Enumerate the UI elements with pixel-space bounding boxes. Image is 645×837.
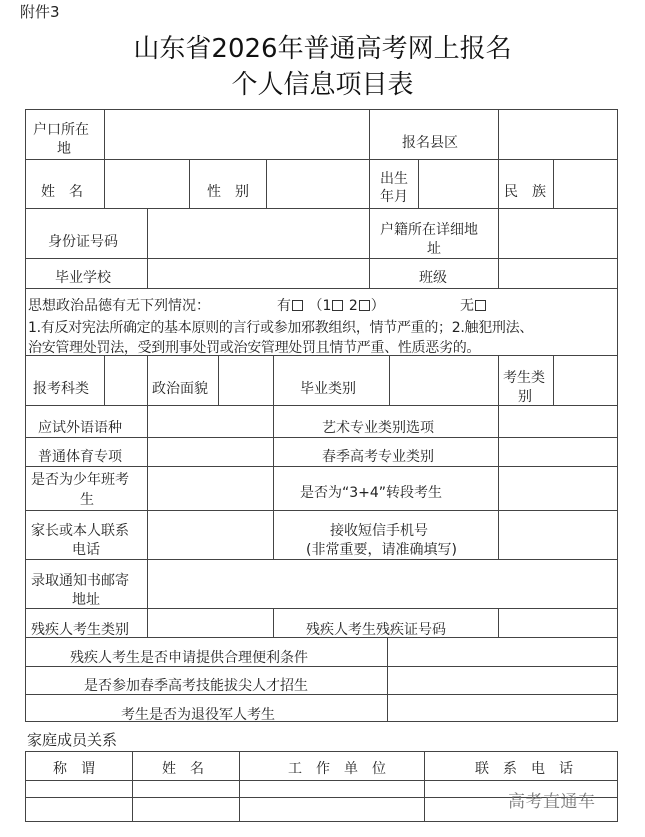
sms-phone-note: (非常重要，请准确填写) [306,542,457,558]
family-row1-employer-input[interactable] [240,781,424,797]
class-label: 班级 [419,270,447,286]
name-label: 姓 名 [41,184,83,200]
household-label-line2: 址 [427,241,441,257]
skill-talent-label: 是否参加春季高考技能拔尖人才招生 [84,678,308,694]
hukou-input[interactable] [105,110,369,159]
name-input[interactable] [105,160,189,208]
examinee-type-label-line1: 考生类 [503,370,545,386]
disabled-accommodation-input[interactable] [388,638,617,666]
county-label: 报名县区 [402,135,458,151]
checkbox-item-1[interactable] [332,300,343,311]
political-input[interactable] [219,356,273,405]
class-input[interactable] [499,259,617,288]
examinee-type-input[interactable] [554,356,617,405]
ethnicity-label: 民 族 [504,184,546,200]
ideology-yes-label: 有 [277,298,291,314]
gender-label: 性 别 [207,184,249,200]
spring-major-label: 春季高考专业类别 [322,449,434,465]
juvenile-class-label-line2: 生 [80,492,94,508]
id-number-label: 身份证号码 [48,234,118,250]
checkbox-no[interactable] [475,300,486,311]
veteran-input[interactable] [388,695,617,721]
veteran-label: 考生是否为退役军人考生 [121,707,275,723]
household-label-line1: 户籍所在详细地 [380,222,478,238]
exam-subject-label: 报考科类 [33,381,89,397]
political-label: 政治面貌 [152,381,208,397]
county-input[interactable] [499,110,617,159]
pe-special-label: 普通体育专项 [38,449,122,465]
id-number-input[interactable] [148,209,369,258]
checkbox-item-2[interactable] [359,300,370,311]
art-major-input[interactable] [499,406,617,437]
juvenile-class-label-line1: 是否为少年班考 [31,472,129,488]
checkbox-yes[interactable] [292,300,303,311]
family-col-phone: 联 系 电 话 [475,761,573,777]
transfer-label: 是否为“3+4”转段考生 [300,485,443,501]
skill-talent-input[interactable] [388,667,617,694]
sms-phone-input[interactable] [499,511,617,559]
parent-phone-input[interactable] [148,511,273,559]
grad-school-label: 毕业学校 [55,270,111,286]
examinee-type-label-line2: 别 [518,389,532,405]
disabled-cert-input[interactable] [499,609,617,637]
art-major-label: 艺术专业类别选项 [322,420,434,436]
grad-type-label: 毕业类别 [300,381,356,397]
hukou-label-line2: 地 [57,141,71,157]
family-col-employer: 工 作 单 位 [288,761,386,777]
disabled-type-input[interactable] [148,609,273,637]
disabled-accommodation-label: 残疾人考生是否申请提供合理便利条件 [70,650,308,666]
ideology-mid: 2 [348,298,358,314]
foreign-language-label: 应试外语语种 [38,420,122,436]
household-input[interactable] [499,209,617,258]
juvenile-class-input[interactable] [148,467,273,510]
family-col-name: 姓 名 [162,761,204,777]
ethnicity-input[interactable] [554,160,617,208]
grad-school-input[interactable] [148,259,369,288]
ideology-no-option[interactable] [460,298,487,315]
birth-label-line1: 出生 [380,171,408,187]
ideology-yes-option[interactable] [277,298,385,315]
spring-major-input[interactable] [499,438,617,466]
parent-phone-label-line1: 家长或本人联系 [31,523,129,539]
watermark: 高考直通车 [508,792,596,812]
form-title: 山东省2026年普通高考网上报名 [133,34,512,64]
ideology-no-label: 无 [460,298,474,314]
transfer-input[interactable] [499,467,617,510]
notice-address-input[interactable] [148,560,617,608]
attachment-label: 附件3 [20,3,60,21]
disabled-type-label: 残疾人考生类别 [31,622,129,638]
ideology-condition-1: 1.有反对宪法所确定的基本原则的言行或参加邪教组织，情节严重的；2.触犯刑法、 [28,320,534,336]
foreign-language-input[interactable] [148,406,273,437]
ideology-open: （1 [308,298,332,314]
grad-type-input[interactable] [390,356,498,405]
exam-subject-input[interactable] [105,356,147,405]
family-row2-name-input[interactable] [133,798,239,821]
birth-input[interactable] [419,160,498,208]
pe-special-input[interactable] [148,438,273,466]
sms-phone-label: 接收短信手机号 [330,523,428,539]
family-row2-relation-input[interactable] [26,798,132,821]
notice-address-label-line1: 录取通知书邮寄 [31,573,129,589]
family-row1-relation-input[interactable] [26,781,132,797]
ideology-close: ） [370,298,385,314]
disabled-cert-label: 残疾人考生残疾证号码 [306,622,446,638]
family-col-relation: 称 谓 [53,761,95,777]
gender-input[interactable] [267,160,369,208]
ideology-condition-2: 治安管理处罚法，受到刑事处罚或治安管理处罚且情节严重、性质恶劣的。 [28,340,481,356]
notice-address-label-line2: 地址 [72,592,100,608]
parent-phone-label-line2: 电话 [72,542,100,558]
birth-label-line2: 年月 [380,189,408,205]
hukou-label-line1: 户口所在 [33,122,89,138]
ideology-label: 思想政治品德有无下列情况： [28,298,210,314]
family-row2-employer-input[interactable] [240,798,424,821]
family-row1-name-input[interactable] [133,781,239,797]
family-heading: 家庭成员关系 [27,731,118,749]
form-subtitle: 个人信息项目表 [231,70,414,100]
